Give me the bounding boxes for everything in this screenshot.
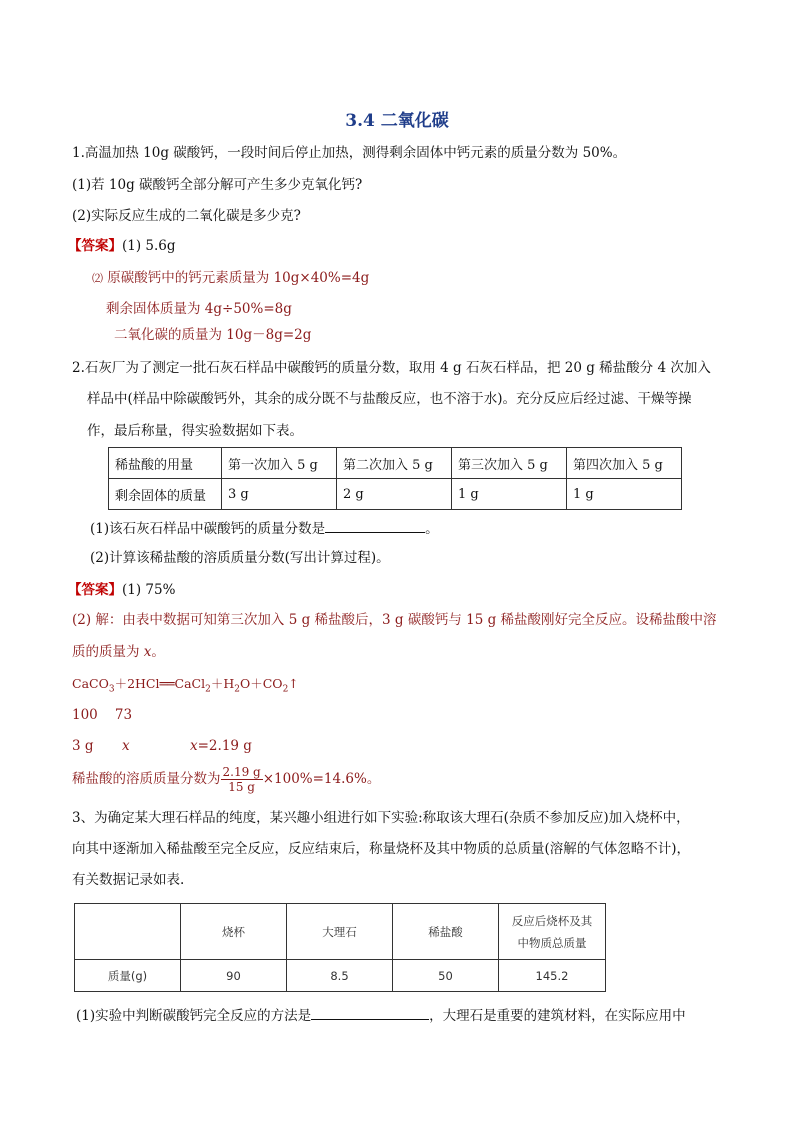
text: 质的质量为: [72, 644, 144, 660]
q3-stem-line3: 有关数据记录如表.: [72, 872, 185, 888]
table-cell: 1 g: [452, 479, 567, 510]
eq-part: ↑: [288, 676, 299, 691]
table-cell: 大理石: [287, 904, 393, 960]
q2-data-table: [108, 447, 682, 510]
eq-part: ＋2HCl══CaCl: [114, 676, 206, 691]
q1-answer: [68, 236, 176, 256]
q1-answer2-text1: 原碳酸钙中的钙元素质量为 10g×40%=4g: [107, 270, 370, 286]
table-cell: 剩余固体的质量: [109, 479, 222, 510]
table-cell: 50: [393, 960, 499, 992]
answer-label: 【答案】: [68, 582, 122, 598]
q2-stem-line2: 样品中(样品中除碳酸钙外，其余的成分既不与盐酸反应，也不溶于水)。充分反应后经过滤、干燥等操: [87, 391, 692, 407]
table-cell: 第四次加入 5 g: [567, 448, 682, 479]
table-cell: 稀盐酸: [393, 904, 499, 960]
table-cell: 质量(g): [75, 960, 181, 992]
header-line: 中物质总质量: [517, 935, 587, 950]
fraction-denominator: 15 g: [228, 780, 255, 794]
variable: x: [143, 644, 152, 660]
table-cell: [499, 904, 606, 960]
q1-answer1: (1) 5.6g: [122, 238, 176, 254]
page-title: 3.4 二氧化碳: [345, 111, 449, 131]
table-cell: 第三次加入 5 g: [452, 448, 567, 479]
eq-subscript: 2: [282, 684, 289, 695]
table-row: [109, 479, 682, 510]
fraction: [221, 765, 263, 794]
text: 。: [151, 644, 165, 660]
table-cell: 145.2: [499, 960, 606, 992]
chemical-equation: [72, 674, 299, 700]
q2-final-answer: [72, 764, 380, 794]
answer-label: 【答案】: [68, 238, 122, 254]
calc-result: =2.19 g: [197, 738, 252, 754]
table-cell: 2 g: [337, 479, 452, 510]
table-cell: 第二次加入 5 g: [337, 448, 452, 479]
q3-sub1-suffix: ，大理石是重要的建筑材料，在实际应用中: [429, 1008, 686, 1024]
q1-sub1: (1)若 10g 碳酸钙全部分解可产生多少克氧化钙?: [72, 177, 363, 193]
q3-stem-line1: 3、为确定某大理石样品的纯度，某兴趣小组进行如下实验:称取该大理石(杂质不参加反应)加入烧杯中，: [72, 810, 690, 826]
calc-variable: x: [122, 738, 130, 754]
q1-stem: 1.高温加热 10g 碳酸钙，一段时间后停止加热，测得剩余固体中钙元素的质量分数为 50%。: [72, 145, 627, 161]
q3-sub1: [76, 1005, 686, 1026]
table-cell: 稀盐酸的用量: [109, 448, 222, 479]
q1-answer2-line2: 剩余固体质量为 4g÷50%=8g: [106, 301, 292, 317]
ratio-line: 100 73: [72, 707, 133, 723]
q2-sub1-suffix: 。: [425, 521, 439, 537]
answer-blank: [311, 1005, 429, 1020]
eq-subscript: 2: [205, 684, 211, 695]
q3-sub1-prefix: (1)实验中判断碳酸钙完全反应的方法是: [76, 1008, 312, 1024]
q1-answer2-line1: [92, 268, 369, 289]
answer-blank: [325, 518, 425, 533]
table-cell: 第一次加入 5 g: [222, 448, 337, 479]
fraction-numerator: 2.19 g: [222, 765, 261, 779]
eq-part: CaCO: [72, 676, 109, 691]
q1-answer2-num: ⑵: [92, 272, 103, 285]
table-cell: 3 g: [222, 479, 337, 510]
q2-stem-line3: 作，最后称量，得实验数据如下表。: [87, 423, 303, 439]
q1-sub2: (2)实际反应生成的二氧化碳是多少克?: [72, 208, 301, 224]
calc-value: 3 g: [72, 738, 94, 754]
table-row: [75, 960, 606, 992]
eq-subscript: 3: [108, 684, 115, 695]
q3-data-table: [74, 903, 606, 992]
calc-variable: x: [190, 738, 198, 754]
table-cell: 1 g: [567, 479, 682, 510]
q2-stem-line1: 2.石灰厂为了测定一批石灰石样品中碳酸钙的质量分数，取用 4 g 石灰石样品，把 20 g 稀盐酸分 4 次加入: [72, 360, 711, 376]
final-suffix: ×100%=14.6%。: [262, 771, 381, 787]
q2-sub1: [90, 518, 439, 539]
q1-answer2-line3: 二氧化碳的质量为 10g－8g=2g: [114, 327, 312, 343]
q2-sub1-prefix: (1)该石灰石样品中碳酸钙的质量分数是: [90, 521, 326, 537]
table-cell: 90: [181, 960, 287, 992]
eq-part: ＋H: [210, 676, 235, 691]
header-line: 反应后烧杯及其: [511, 913, 593, 928]
q2-answer2-line1: (2) 解：由表中数据可知第三次加入 5 g 稀盐酸后，3 g 碳酸钙与 15 g 稀盐酸刚好完全反应。设稀盐酸中溶: [72, 612, 717, 628]
q2-answer2-line2: [72, 642, 165, 662]
table-row: [109, 448, 682, 479]
q3-stem-line2: 向其中逐渐加入稀盐酸至完全反应，反应结束后，称量烧杯及其中物质的总质量(溶解的气体忽略不计)，: [72, 841, 691, 857]
table-row: [75, 904, 606, 960]
table-cell: 8.5: [287, 960, 393, 992]
q2-sub2: (2)计算该稀盐酸的溶质质量分数(写出计算过程)。: [90, 550, 390, 566]
eq-part: O＋CO: [240, 676, 283, 691]
q2-answer: [68, 580, 175, 600]
table-cell: 烧杯: [181, 904, 287, 960]
table-cell: [75, 904, 181, 960]
eq-subscript: 2: [234, 684, 240, 695]
final-prefix: 稀盐酸的溶质质量分数为: [72, 771, 221, 787]
q2-answer1: (1) 75%: [122, 582, 176, 598]
